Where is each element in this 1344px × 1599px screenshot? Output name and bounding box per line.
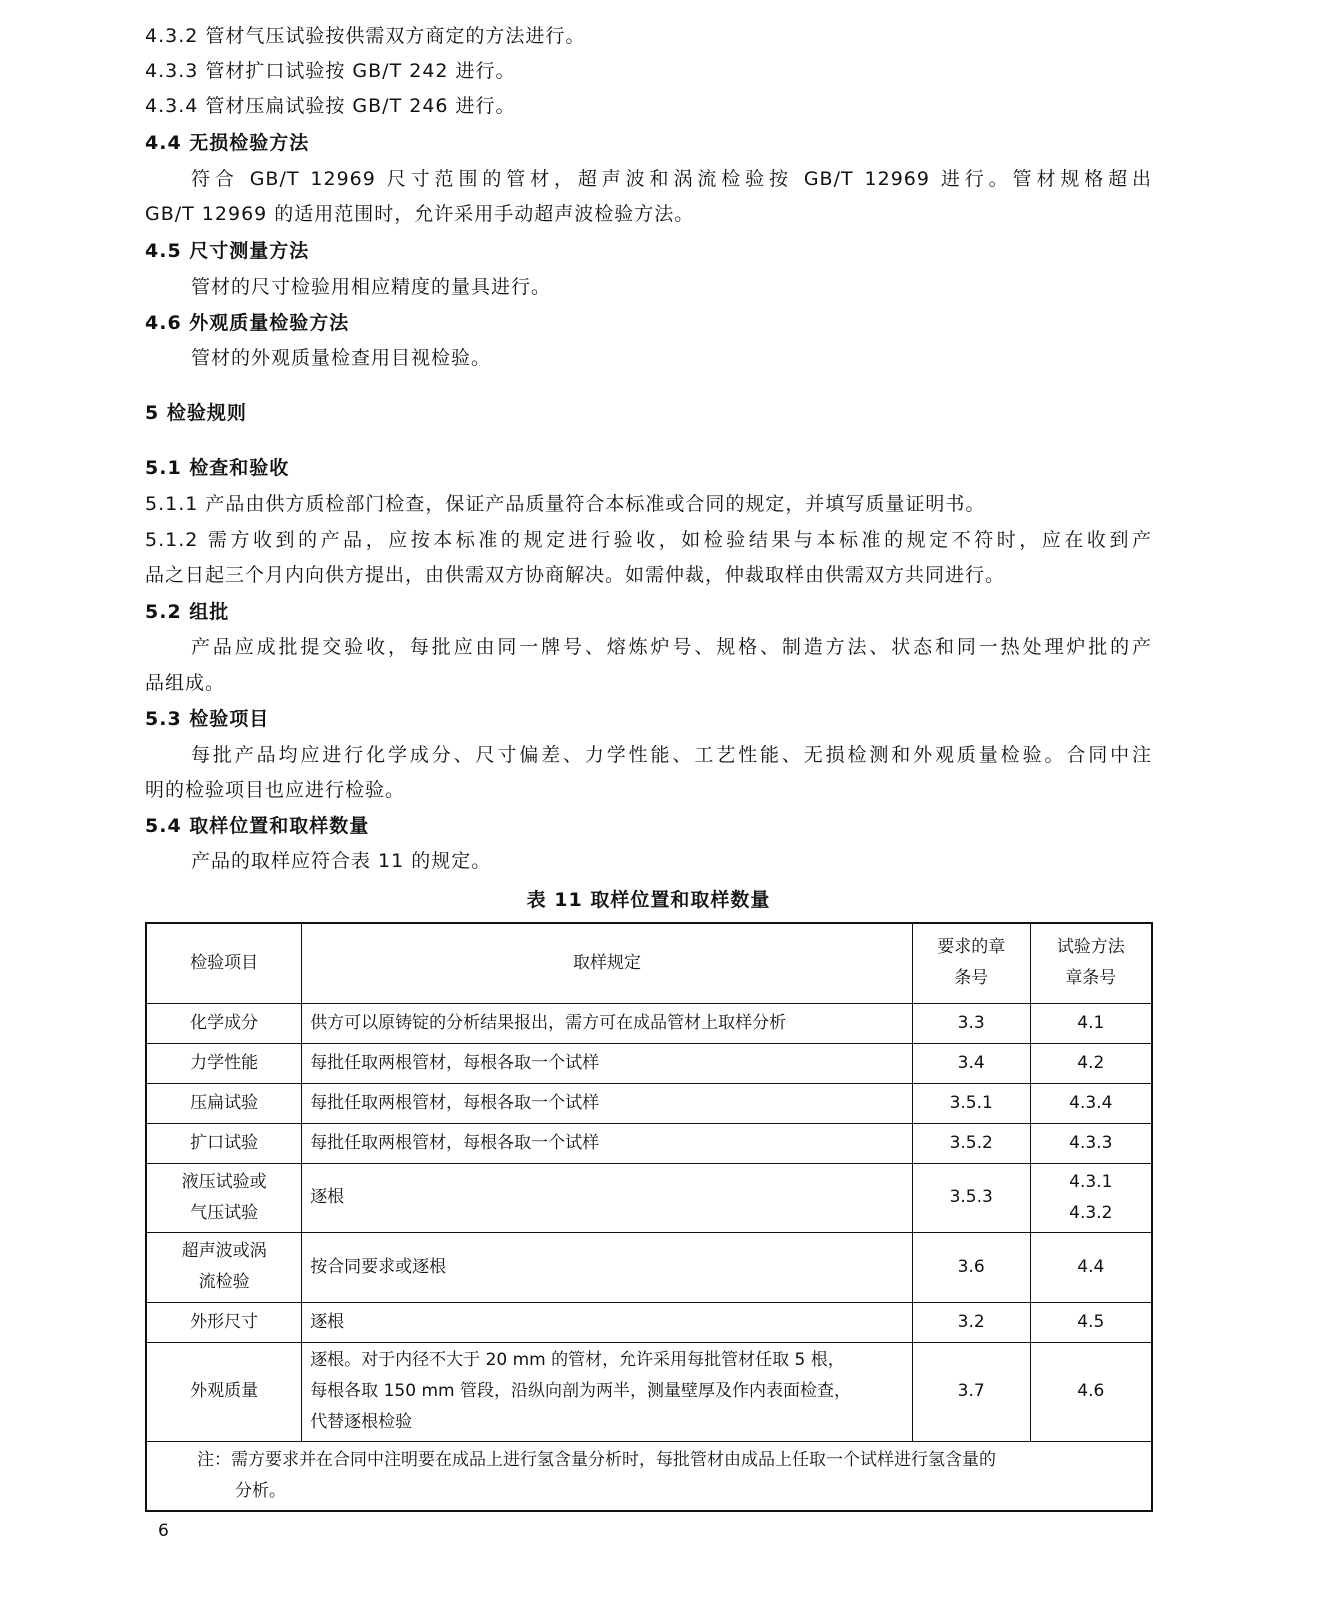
test-method-cell (1030, 1302, 1152, 1342)
heading-5-2: 5.2 组批 (145, 601, 230, 623)
heading-4-5: 4.5 尺寸测量方法 (145, 240, 310, 262)
item-cell (146, 1003, 302, 1043)
rule-cell (302, 1003, 913, 1043)
cell-text: 3.6 (957, 1256, 985, 1277)
table-row (146, 1163, 1152, 1232)
cell-text: 扩口试验 (190, 1132, 259, 1153)
cell-text: 章条号 (1065, 968, 1117, 989)
column-header (1030, 923, 1152, 1003)
heading-4-4: 4.4 无损检验方法 (145, 132, 310, 154)
cell-text: 逐根 (310, 1187, 345, 1207)
table-row (146, 1123, 1152, 1163)
cell-text: 按合同要求或逐根 (310, 1256, 447, 1277)
cell-text: 3.4 (957, 1052, 985, 1073)
cell-text: 注：需方要求并在合同中注明要在成品上进行氢含量分析时，每批管材由成品上任取一个试样进行氢含量的 (197, 1449, 996, 1470)
rule-cell (302, 1083, 913, 1123)
heading-5: 5 检验规则 (145, 402, 247, 424)
paragraph-line: 管材的尺寸检验用相应精度的量具进行。 (191, 276, 552, 298)
test-method-cell (1030, 1232, 1152, 1302)
cell-text: 3.2 (957, 1311, 985, 1332)
test-method-cell (1030, 1342, 1152, 1441)
rule-cell (302, 1342, 913, 1441)
cell-text: 3.5.1 (949, 1092, 993, 1113)
cell-text: 分析。 (235, 1480, 286, 1501)
table-note (146, 1441, 1152, 1511)
table-title: 表 11 取样位置和取样数量 (526, 889, 771, 911)
cell-text: 外形尺寸 (190, 1311, 259, 1332)
requirement-clause-cell (912, 1123, 1030, 1163)
item-cell (146, 1083, 302, 1123)
cell-text: 化学成分 (190, 1012, 259, 1033)
cell-text: 压扁试验 (190, 1092, 259, 1113)
clause-5-1-2: 5.1.2 需方收到的产品，应按本标准的规定进行验收，如检验结果与本标准的规定不符时，应在收到产 (145, 529, 1152, 551)
cell-text: 3.5.3 (949, 1187, 993, 1207)
paragraph-line: GB/T 12969 的适用范围时，允许采用手动超声波检验方法。 (145, 203, 695, 225)
requirement-clause-cell (912, 1302, 1030, 1342)
cell-text: 要求的章 (937, 937, 1006, 958)
cell-text: 代替逐根检验 (310, 1412, 413, 1432)
rule-cell (302, 1232, 913, 1302)
test-method-cell (1030, 1003, 1152, 1043)
cell-text: 3.3 (957, 1012, 985, 1033)
rule-cell (302, 1123, 913, 1163)
paragraph-line: 产品的取样应符合表 11 的规定。 (191, 850, 492, 872)
cell-text: 3.7 (957, 1381, 985, 1401)
column-header (302, 923, 913, 1003)
requirement-clause-cell (912, 1232, 1030, 1302)
table-row (146, 1342, 1152, 1441)
column-header (912, 923, 1030, 1003)
table-row (146, 1083, 1152, 1123)
cell-text: 4.3.2 (1069, 1202, 1113, 1223)
table-row (146, 1302, 1152, 1342)
cell-text: 外观质量 (190, 1381, 259, 1401)
cell-text: 4.3.1 (1069, 1171, 1113, 1192)
table-row (146, 1003, 1152, 1043)
cell-text: 4.5 (1077, 1311, 1105, 1332)
clause-5-1-1: 5.1.1 产品由供方质检部门检查，保证产品质量符合本标准或合同的规定，并填写质量证明书。 (145, 493, 986, 515)
test-method-cell (1030, 1123, 1152, 1163)
cell-text: 力学性能 (190, 1052, 259, 1073)
cell-text: 条号 (954, 968, 989, 989)
paragraph-line: 品之日起三个月内向供方提出，由供需双方协商解决。如需仲裁，仲裁取样由供需双方共同进行。 (145, 564, 1006, 586)
table-row (146, 1232, 1152, 1302)
clause-4-3-4: 4.3.4 管材压扁试验按 GB/T 246 进行。 (145, 95, 516, 117)
test-method-cell (1030, 1083, 1152, 1123)
cell-text: 每批任取两根管材，每根各取一个试样 (310, 1052, 600, 1073)
cell-text: 检验项目 (190, 952, 259, 973)
heading-4-6: 4.6 外观质量检验方法 (145, 312, 350, 334)
cell-text: 超声波或涡 (181, 1241, 267, 1261)
cell-text: 4.3.4 (1069, 1092, 1113, 1113)
cell-text: 4.3.3 (1069, 1132, 1113, 1153)
cell-text: 每批任取两根管材，每根各取一个试样 (310, 1092, 600, 1113)
item-cell (146, 1043, 302, 1083)
column-header (146, 923, 302, 1003)
item-cell (146, 1342, 302, 1441)
requirement-clause-cell (912, 1043, 1030, 1083)
cell-text: 流检验 (198, 1272, 250, 1292)
paragraph-line: 产品应成批提交验收，每批应由同一牌号、熔炼炉号、规格、制造方法、状态和同一热处理炉批的产 (191, 636, 1152, 658)
item-cell (146, 1163, 302, 1232)
cell-text: 3.5.2 (949, 1132, 993, 1153)
requirement-clause-cell (912, 1083, 1030, 1123)
header-row (146, 923, 1152, 1003)
cell-text: 气压试验 (190, 1202, 259, 1223)
paragraph-line: 每批产品均应进行化学成分、尺寸偏差、力学性能、工艺性能、无损检测和外观质量检验。合同中注 (191, 744, 1152, 766)
heading-5-1: 5.1 检查和验收 (145, 457, 290, 479)
rule-cell (302, 1302, 913, 1342)
cell-text: 4.1 (1077, 1012, 1105, 1033)
cell-text: 逐根。对于内径不大于 20 mm 的管材，允许采用每批管材任取 5 根， (310, 1350, 845, 1370)
paragraph-line: 明的检验项目也应进行检验。 (145, 779, 406, 801)
rule-cell (302, 1043, 913, 1083)
cell-text: 供方可以原铸锭的分析结果报出，需方可在成品管材上取样分析 (310, 1012, 787, 1033)
item-cell (146, 1232, 302, 1302)
cell-text: 每根各取 150 mm 管段，沿纵向剖为两半，测量壁厚及作内表面检查， (310, 1381, 851, 1401)
rule-cell (302, 1163, 913, 1232)
heading-5-4: 5.4 取样位置和取样数量 (145, 815, 370, 837)
clause-4-3-3: 4.3.3 管材扩口试验按 GB/T 242 进行。 (145, 60, 516, 82)
item-cell (146, 1123, 302, 1163)
cell-text: 4.2 (1077, 1052, 1105, 1073)
note-row (146, 1441, 1152, 1511)
cell-text: 试验方法 (1056, 937, 1125, 958)
cell-text: 4.6 (1077, 1381, 1105, 1401)
paragraph-line: 管材的外观质量检查用目视检验。 (191, 347, 492, 369)
page-number: 6 (158, 1521, 169, 1541)
requirement-clause-cell (912, 1163, 1030, 1232)
paragraph-line: 符合 GB/T 12969 尺寸范围的管材，超声波和涡流检验按 GB/T 12969 进行。管材规格超出 (191, 168, 1152, 190)
cell-text: 逐根 (310, 1311, 345, 1332)
cell-text: 液压试验或 (181, 1171, 267, 1192)
item-cell (146, 1302, 302, 1342)
table-row (146, 1043, 1152, 1083)
heading-5-3: 5.3 检验项目 (145, 708, 270, 730)
cell-text: 取样规定 (572, 952, 641, 973)
cell-text: 4.4 (1077, 1256, 1105, 1277)
requirement-clause-cell (912, 1342, 1030, 1441)
clause-4-3-2: 4.3.2 管材气压试验按供需双方商定的方法进行。 (145, 25, 586, 47)
requirement-clause-cell (912, 1003, 1030, 1043)
cell-text: 每批任取两根管材，每根各取一个试样 (310, 1132, 600, 1153)
test-method-cell (1030, 1043, 1152, 1083)
sampling-table (145, 922, 1153, 1512)
paragraph-line: 品组成。 (145, 672, 226, 694)
test-method-cell (1030, 1163, 1152, 1232)
